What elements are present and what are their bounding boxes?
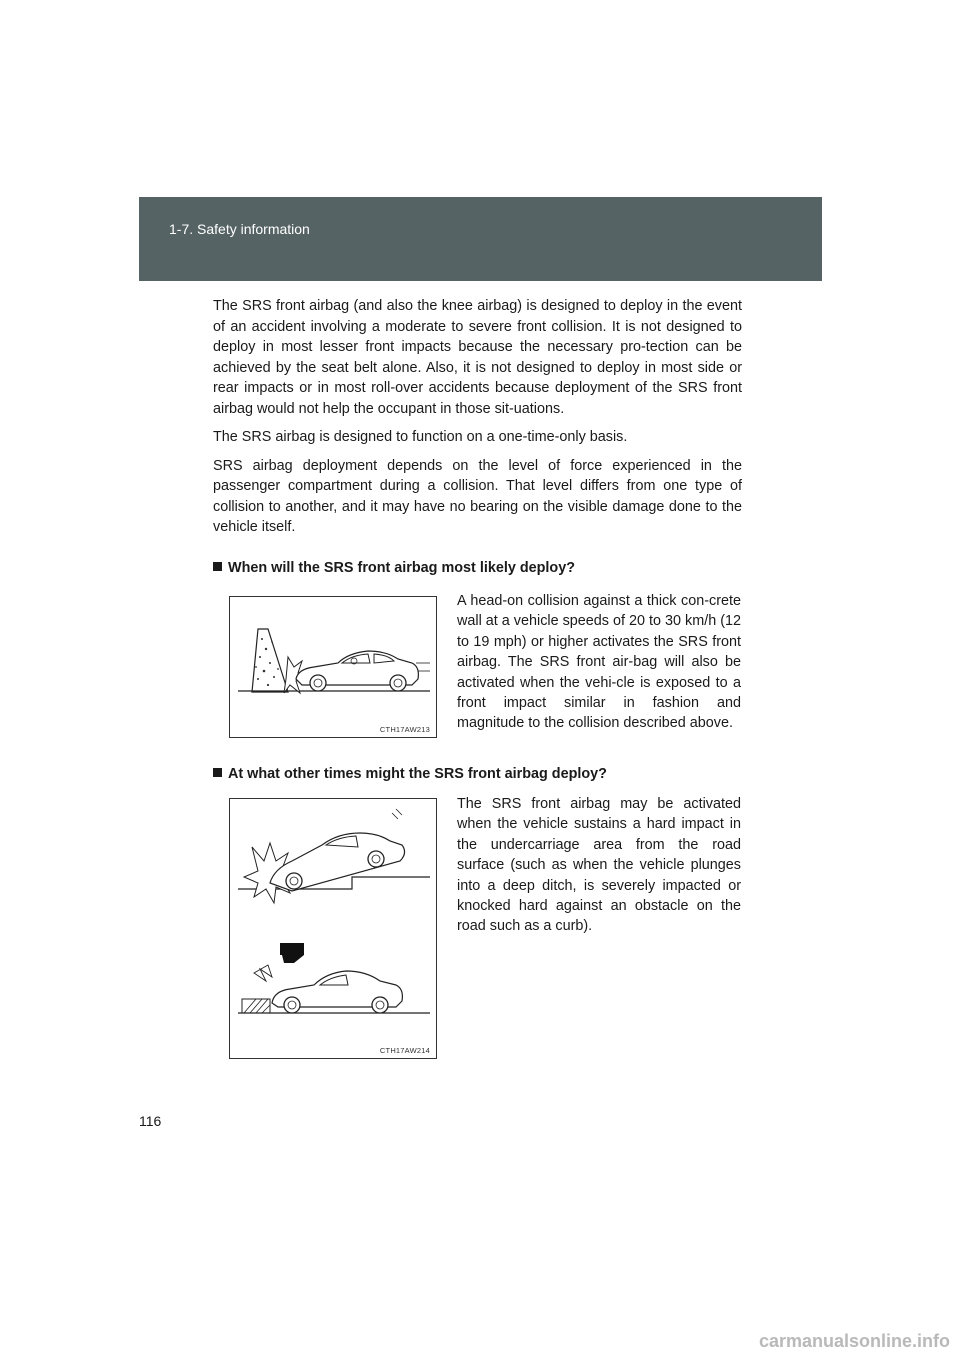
figure-code: CTH17AW214 (379, 1046, 430, 1055)
intro-paragraph-1: The SRS front airbag (and also the knee airbag) is designed to deploy in the event of an accident involving a moderate to severe front collision. It is not designed to deploy in most lesser front impacts because the necessary pro-tection can be achieved by the seat belt alone. Also, it is not designed to deploy in most side or rear impacts or in most roll-over accidents because deployment of the SRS front airbag would not help the occupant in those sit-uations. (213, 298, 742, 417)
figure-undercarriage-impact (229, 798, 437, 1059)
section-heading-2 (213, 764, 607, 784)
section-heading-2-text: At what other times might the SRS front airbag deploy? (228, 766, 607, 782)
figure-wall-collision (229, 596, 437, 738)
section-header-band (139, 197, 822, 281)
figure-code: CTH17AW213 (379, 725, 430, 734)
intro-paragraph-2: The SRS airbag is designed to function on a one-time-only basis. (213, 429, 628, 445)
intro-text (213, 296, 742, 546)
section-title: 1-7. Safety information (169, 221, 310, 237)
section-heading-1 (213, 558, 575, 578)
square-bullet-icon (213, 768, 222, 777)
watermark: carmanualsonline.info (758, 1331, 950, 1351)
wall-collision-illustration (230, 597, 436, 737)
section-1-description: A head-on collision against a thick con-crete wall at a vehicle speeds of 20 to 30 km/h (12 to 19 mph) or higher activates the SRS front airbag. The SRS front air-bag will also be activated when the vehi-cle is exposed to a front impact similar in fashion and magnitude to the collision described above. (457, 593, 741, 732)
square-bullet-icon (213, 562, 222, 571)
section-2-description: The SRS front airbag may be activated when the vehicle sustains a hard impact in the undercarriage area from the road surface (such as when the vehicle plunges into a deep ditch, is severely impacted or knocked hard against an obstacle on the road such as a curb). (457, 796, 741, 935)
intro-paragraph-3: SRS airbag deployment depends on the level of force experienced in the passenger compartment during a collision. That level differs from one type of collision to another, and it may have no bearing on the visible damage done to the vehicle itself. (213, 457, 742, 535)
undercarriage-impact-illustration (230, 799, 436, 1058)
page-number: 116 (139, 1113, 162, 1129)
section-heading-1-text: When will the SRS front airbag most likely deploy? (228, 560, 576, 576)
